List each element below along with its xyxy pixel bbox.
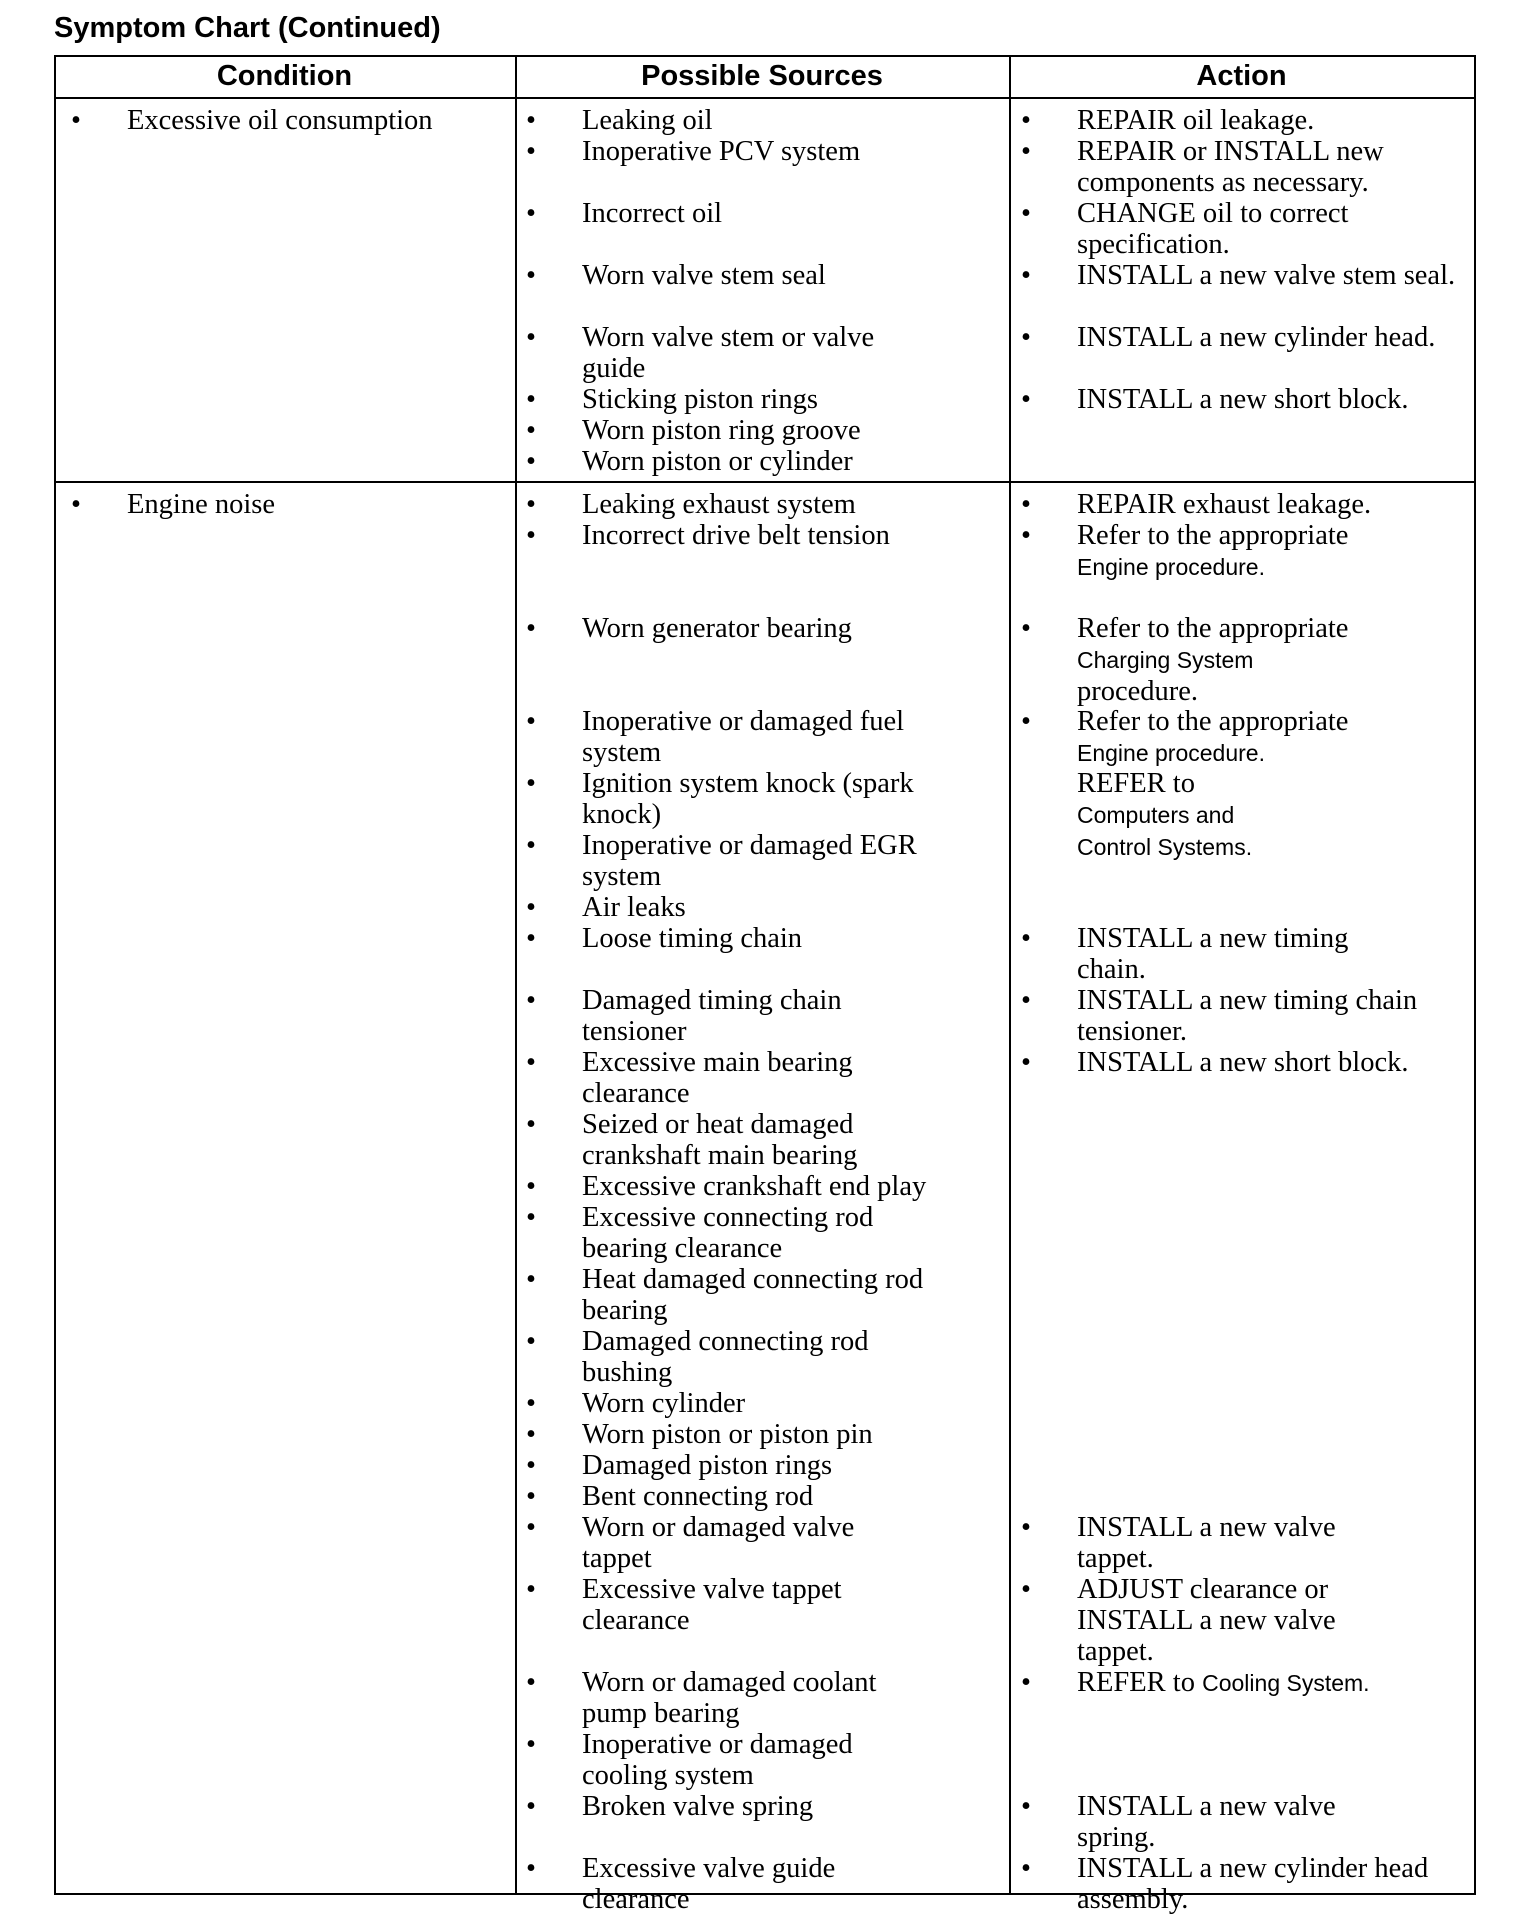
list-item: • Leaking exhaust system bbox=[526, 489, 856, 520]
list-item: • Excessive valve guide clearance bbox=[526, 1853, 836, 1915]
list-item: • Worn or damaged coolant pump bearing bbox=[526, 1667, 877, 1729]
list-item: • INSTALL a new short block. bbox=[1021, 1047, 1409, 1078]
list-item: • Broken valve spring bbox=[526, 1791, 814, 1822]
list-item: • REPAIR exhaust leakage. bbox=[1021, 489, 1372, 520]
symptom-table bbox=[54, 55, 1476, 1915]
list-item: • Refer to the appropriate Charging System procedure. bbox=[1021, 613, 1349, 707]
list-item: REFER to Computers and Control Systems. bbox=[1077, 768, 1253, 860]
list-item: • Engine noise bbox=[71, 489, 276, 520]
list-item: • INSTALL a new valve spring. bbox=[1021, 1791, 1336, 1853]
list-item: • Worn valve stem seal bbox=[526, 260, 826, 291]
row-divider bbox=[54, 481, 1476, 483]
table-border bbox=[1474, 55, 1476, 1895]
list-item: • Heat damaged connecting rod bearing bbox=[526, 1264, 924, 1326]
header-possible-sources: Possible Sources bbox=[641, 60, 883, 92]
list-item: • Bent connecting rod bbox=[526, 1481, 814, 1512]
list-item: • Worn piston or cylinder bbox=[526, 446, 853, 477]
list-item: • Refer to the appropriate Engine procedure. bbox=[1021, 520, 1349, 580]
list-item: • Worn generator bearing bbox=[526, 613, 852, 644]
sources-cell bbox=[526, 105, 1016, 475]
list-item: • Sticking piston rings bbox=[526, 384, 818, 415]
list-item: • Damaged piston rings bbox=[526, 1450, 833, 1481]
list-item: • Seized or heat damaged crankshaft main bearing bbox=[526, 1109, 858, 1171]
list-item: • Worn piston ring groove bbox=[526, 415, 861, 446]
condition-cell bbox=[71, 105, 501, 145]
list-item: • Leaking oil bbox=[526, 105, 713, 136]
list-item: • Excessive main bearing clearance bbox=[526, 1047, 853, 1109]
list-item: • Incorrect oil bbox=[526, 198, 723, 229]
list-item: • Inoperative or damaged cooling system bbox=[526, 1729, 853, 1791]
list-item: • Loose timing chain bbox=[526, 923, 803, 954]
list-item: • REPAIR oil leakage. bbox=[1021, 105, 1315, 136]
list-item: • INSTALL a new valve tappet. bbox=[1021, 1512, 1336, 1574]
list-item: • Inoperative or damaged EGR system bbox=[526, 830, 917, 892]
list-item: • Excessive connecting rod bearing clearance bbox=[526, 1202, 874, 1264]
page-title: Symptom Chart (Continued) bbox=[54, 12, 441, 44]
actions-cell bbox=[1021, 489, 1466, 1915]
list-item: • ADJUST clearance or INSTALL a new valve tappet. bbox=[1021, 1574, 1336, 1667]
list-item: • Worn valve stem or valve guide bbox=[526, 322, 875, 384]
list-item: • Worn or damaged valve tappet bbox=[526, 1512, 855, 1574]
list-item: • CHANGE oil to correct specification. bbox=[1021, 198, 1349, 260]
list-item: • Air leaks bbox=[526, 892, 686, 923]
condition-cell bbox=[71, 489, 501, 529]
header-action: Action bbox=[1196, 60, 1287, 92]
list-item: • Damaged connecting rod bushing bbox=[526, 1326, 869, 1388]
list-item: • INSTALL a new timing chain. bbox=[1021, 923, 1349, 985]
list-item: • INSTALL a new short block. bbox=[1021, 384, 1409, 415]
list-item: • REPAIR or INSTALL new components as necessary. bbox=[1021, 136, 1384, 198]
list-item: • Worn cylinder bbox=[526, 1388, 746, 1419]
list-item: • INSTALL a new timing chain tensioner. bbox=[1021, 985, 1418, 1047]
list-item: • Excessive oil consumption bbox=[71, 105, 433, 136]
row-divider bbox=[54, 97, 1476, 99]
sources-cell bbox=[526, 489, 1016, 1915]
actions-cell bbox=[1021, 105, 1466, 475]
list-item: • Incorrect drive belt tension bbox=[526, 520, 890, 551]
list-item: • Damaged timing chain tensioner bbox=[526, 985, 842, 1047]
list-item: • Excessive crankshaft end play bbox=[526, 1171, 927, 1202]
list-item: • Inoperative PCV system bbox=[526, 136, 861, 167]
list-item: • Refer to the appropriate Engine procedure. bbox=[1021, 706, 1349, 766]
column-divider bbox=[515, 55, 517, 1895]
list-item: • Excessive valve tappet clearance bbox=[526, 1574, 842, 1636]
list-item: • REFER to Cooling System. bbox=[1021, 1667, 1370, 1698]
list-item: • INSTALL a new cylinder head assembly. bbox=[1021, 1853, 1429, 1915]
table-border bbox=[54, 55, 56, 1895]
header-condition: Condition bbox=[216, 60, 353, 92]
list-item: • INSTALL a new cylinder head. bbox=[1021, 322, 1436, 353]
list-item: • INSTALL a new valve stem seal. bbox=[1021, 260, 1456, 291]
list-item: • Inoperative or damaged fuel system bbox=[526, 706, 905, 768]
list-item: • Worn piston or piston pin bbox=[526, 1419, 873, 1450]
list-item: • Ignition system knock (spark knock) bbox=[526, 768, 914, 830]
